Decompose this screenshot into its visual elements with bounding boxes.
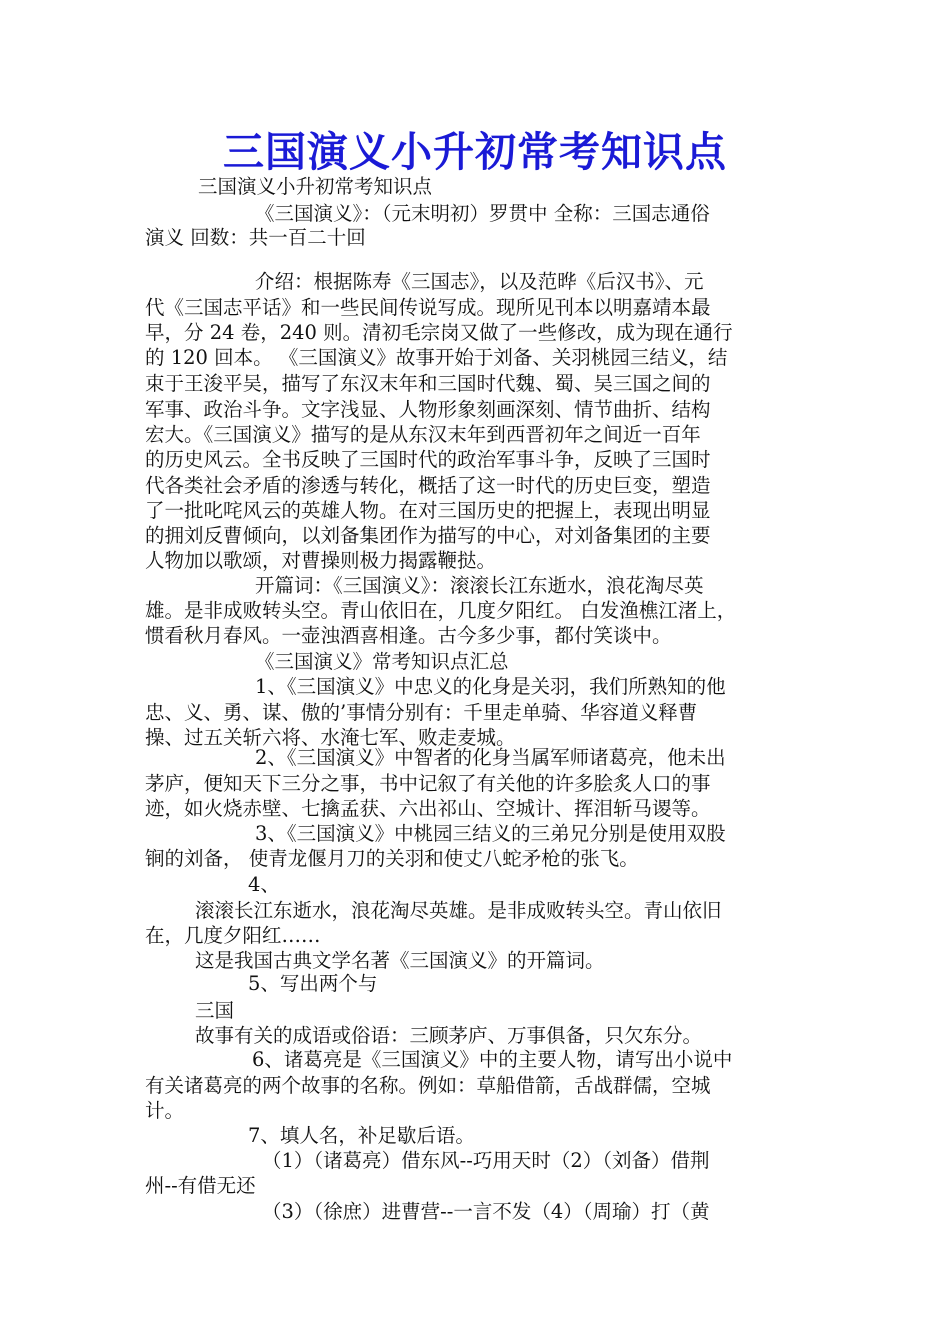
paragraph-line: 代《三国志平话》和一些民间传说写成。现所见刊本以明嘉靖本最 bbox=[145, 296, 711, 319]
paragraph-line: 茅庐，便知天下三分之事，书中记叙了有关他的许多脍炙人口的事 bbox=[145, 772, 711, 795]
paragraph-line: 三国 bbox=[195, 999, 235, 1022]
paragraph-line: 1、《三国演义》中忠义的化身是关羽，我们所熟知的他 bbox=[255, 675, 726, 698]
paragraph-line: 3、《三国演义》中桃园三结义的三弟兄分别是使用双股 bbox=[255, 822, 726, 845]
paragraph-line: （1）（诸葛亮）借东风--巧用天时（2）（刘备）借荆 bbox=[262, 1149, 710, 1172]
paragraph-line: （3）（徐庶）进曹营--一言不发（4）（周瑜）打（黄 bbox=[262, 1200, 710, 1223]
paragraph-line: 操、过五关斩六将、水淹七军、败走麦城。 bbox=[145, 726, 516, 749]
paragraph-line: 计。 bbox=[145, 1099, 185, 1122]
paragraph-line: 介绍：根据陈寿《三国志》，以及范晔《后汉书》、元 bbox=[255, 270, 704, 293]
paragraph-line: 有关诸葛亮的两个故事的名称。例如：草船借箭，舌战群儒，空城 bbox=[145, 1074, 711, 1097]
paragraph-line: 滚滚长江东逝水，浪花淘尽英雄。是非成败转头空。青山依旧 bbox=[195, 899, 722, 922]
paragraph-line: 的历史风云。全书反映了三国时代的政治军事斗争，反映了三国时 bbox=[145, 448, 711, 471]
paragraph-line: 这是我国古典文学名著《三国演义》的开篇词。 bbox=[195, 949, 605, 972]
paragraph-line: 束于王浚平吴，描写了东汉末年和三国时代魏、蜀、吴三国之间的 bbox=[145, 372, 711, 395]
paragraph-line: 雄。是非成败转头空。青山依旧在，几度夕阳红。 白发渔樵江渚上， bbox=[145, 599, 737, 622]
paragraph-line: 早，分 24 卷，240 则。清初毛宗岗又做了一些修改，成为现在通行 bbox=[145, 321, 733, 344]
paragraph-line: 的 120 回本。 《三国演义》故事开始于刘备、关羽桃园三结义，结 bbox=[145, 346, 728, 369]
paragraph-line: 宏大。《三国演义》描写的是从东汉末年到西晋初年之间近一百年 bbox=[145, 423, 701, 446]
paragraph-line: 《三国演义》：（元末明初）罗贯中 全称：三国志通俗 bbox=[255, 202, 710, 225]
paragraph-line: 在，几度夕阳红…… bbox=[145, 924, 321, 947]
subtitle-line: 三国演义小升初常考知识点 bbox=[198, 175, 433, 198]
paragraph-line: 州--有借无还 bbox=[145, 1174, 256, 1197]
paragraph-line: 2、《三国演义》中智者的化身当属军师诸葛亮，他未出 bbox=[255, 746, 726, 769]
paragraph-line: 开篇词：《三国演义》：滚滚长江东逝水，浪花淘尽英 bbox=[255, 574, 704, 597]
paragraph-line: 故事有关的成语或俗语：三顾茅庐、万事俱备，只欠东分。 bbox=[195, 1024, 703, 1047]
paragraph-line: 锏的刘备， 使青龙偃月刀的关羽和使丈八蛇矛枪的张飞。 bbox=[145, 847, 639, 870]
document-title: 三国演义小升初常考知识点 bbox=[223, 128, 727, 176]
paragraph-line: 6、诸葛亮是《三国演义》中的主要人物，请写出小说中 bbox=[252, 1048, 733, 1071]
paragraph-line: 忠、义、勇、谋、傲的’事情分别有：千里走单骑、华容道义释曹 bbox=[145, 701, 698, 724]
paragraph-line: 代各类社会矛盾的渗透与转化，概括了这一时代的历史巨变，塑造 bbox=[145, 474, 711, 497]
paragraph-line: 5、写出两个与 bbox=[248, 972, 378, 995]
paragraph-line: 的拥刘反曹倾向，以刘备集团作为描写的中心，对刘备集团的主要 bbox=[145, 524, 711, 547]
section-heading: 《三国演义》常考知识点汇总 bbox=[255, 650, 509, 673]
paragraph-line: 人物加以歌颂，对曹操则极力揭露鞭挞。 bbox=[145, 549, 497, 572]
paragraph-line: 7、填人名，补足歇后语。 bbox=[248, 1124, 475, 1147]
paragraph-line: 军事、政治斗争。文字浅显、人物形象刻画深刻、情节曲折、结构 bbox=[145, 398, 711, 421]
paragraph-line: 迹，如火烧赤壁、七擒孟获、六出祁山、空城计、挥泪斩马谡等。 bbox=[145, 797, 711, 820]
paragraph-line: 4、 bbox=[248, 873, 280, 896]
paragraph-line: 演义 回数：共一百二十回 bbox=[145, 226, 366, 249]
paragraph-line: 了一批叱咤风云的英雄人物。在对三国历史的把握上，表现出明显 bbox=[145, 499, 711, 522]
paragraph-line: 惯看秋月春风。一壶浊酒喜相逢。古今多少事，都付笑谈中。 bbox=[145, 624, 672, 647]
